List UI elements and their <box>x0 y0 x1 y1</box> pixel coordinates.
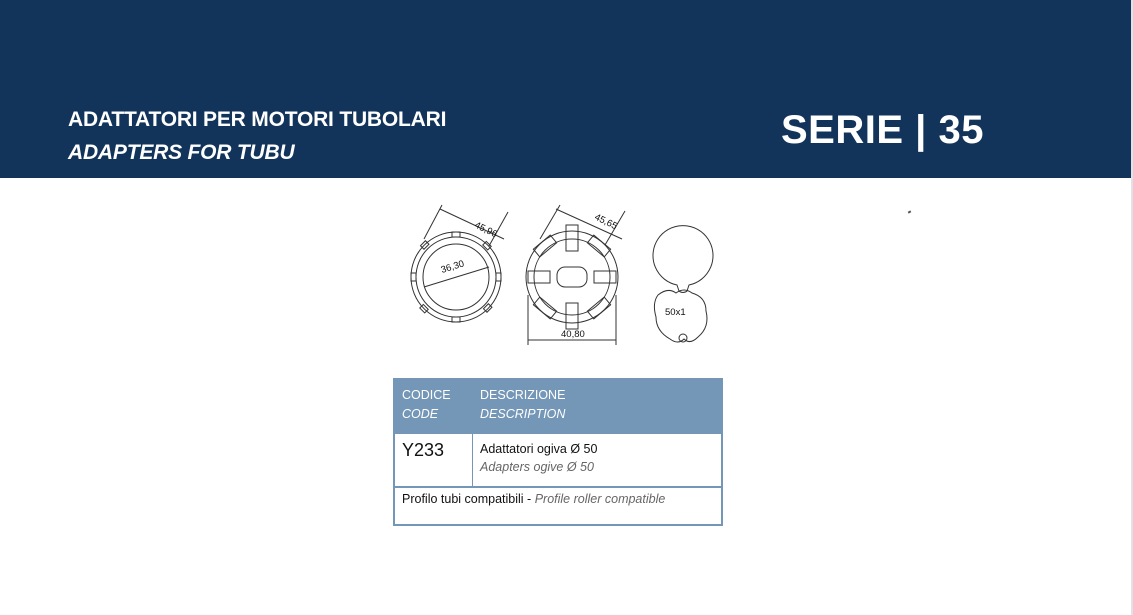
dim-outer-left: 45,96 <box>472 219 499 241</box>
product-code: Y233 <box>402 440 445 460</box>
series-label: SERIE | 35 <box>781 108 984 152</box>
page-subtitle: ADAPTERS FOR TUBU <box>68 141 295 164</box>
stray-mark <box>908 210 912 213</box>
profile-label: 50x1 <box>665 307 686 318</box>
product-description-en: Adapters ogive Ø 50 <box>480 460 594 474</box>
column-header-description <box>480 386 565 424</box>
dim-width-middle: 40,80 <box>561 329 585 340</box>
column-divider <box>472 434 473 486</box>
dim-outer-middle: 45,65 <box>592 211 619 233</box>
header-banner <box>0 0 1131 178</box>
product-description <box>480 440 597 476</box>
product-description-it: Adattatori ogiva Ø 50 <box>480 442 598 456</box>
column-header-desc-it: DESCRIZIONE <box>480 388 566 402</box>
page-title: ADATTATORI PER MOTORI TUBOLARI <box>68 108 447 131</box>
column-header-code-it: CODICE <box>402 388 451 402</box>
compatibility-note <box>402 492 665 506</box>
compatibility-note-en: Profile roller compatible <box>534 492 666 506</box>
column-header-code-en: CODE <box>402 407 439 421</box>
product-table <box>393 378 723 526</box>
profile-shape-drawing <box>650 226 714 342</box>
column-header-desc-en: DESCRIPTION <box>480 407 566 421</box>
compatibility-note-it: Profilo tubi compatibili - <box>402 492 532 506</box>
column-header-code <box>402 386 451 424</box>
technical-drawing <box>400 195 730 355</box>
dim-inner-left: 36,30 <box>439 258 466 276</box>
